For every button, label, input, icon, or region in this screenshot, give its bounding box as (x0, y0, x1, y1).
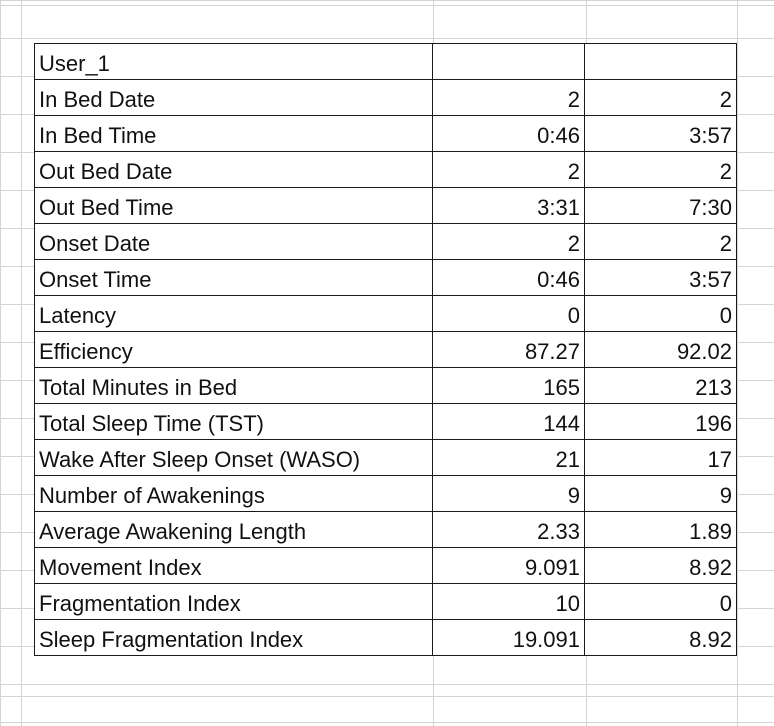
table-cell[interactable] (585, 44, 737, 80)
table-cell[interactable]: 10 (433, 584, 585, 620)
table-cell[interactable]: 7:30 (585, 188, 737, 224)
table-header-row (35, 44, 737, 80)
table-cell[interactable]: 2 (585, 80, 737, 116)
table-cell[interactable]: Total Minutes in Bed (35, 368, 433, 404)
table-cell[interactable]: 9.091 (433, 548, 585, 584)
table-row (35, 80, 737, 116)
table-row (35, 260, 737, 296)
table-cell[interactable]: Wake After Sleep Onset (WASO) (35, 440, 433, 476)
table-cell[interactable]: 0:46 (433, 116, 585, 152)
table-row (35, 476, 737, 512)
table-row (35, 224, 737, 260)
grid-row-line (0, 5, 774, 6)
table-cell[interactable]: 1.89 (585, 512, 737, 548)
table-cell[interactable]: 21 (433, 440, 585, 476)
table-cell[interactable]: Movement Index (35, 548, 433, 584)
table-row (35, 332, 737, 368)
table-cell[interactable]: 3:31 (433, 188, 585, 224)
table-cell[interactable]: Out Bed Date (35, 152, 433, 188)
table-cell[interactable]: 144 (433, 404, 585, 440)
table-cell[interactable]: 213 (585, 368, 737, 404)
table-cell[interactable]: User_1 (35, 44, 433, 80)
table-row (35, 440, 737, 476)
table-cell[interactable]: Onset Date (35, 224, 433, 260)
table-cell[interactable]: 8.92 (585, 620, 737, 656)
table-cell[interactable]: Fragmentation Index (35, 584, 433, 620)
table-cell[interactable]: Latency (35, 296, 433, 332)
table-cell[interactable]: 87.27 (433, 332, 585, 368)
table-cell[interactable]: Average Awakening Length (35, 512, 433, 548)
table-cell[interactable]: 0 (433, 296, 585, 332)
table-cell[interactable] (433, 44, 585, 80)
table-cell[interactable]: 0 (585, 296, 737, 332)
table-cell[interactable]: 165 (433, 368, 585, 404)
table-cell[interactable]: Sleep Fragmentation Index (35, 620, 433, 656)
table-row (35, 296, 737, 332)
table-cell[interactable]: Onset Time (35, 260, 433, 296)
table-row (35, 584, 737, 620)
grid-row-line (0, 696, 774, 697)
table-cell[interactable]: 3:57 (585, 116, 737, 152)
table-cell[interactable]: 9 (585, 476, 737, 512)
table-cell[interactable]: 0 (585, 584, 737, 620)
table-cell[interactable]: 2.33 (433, 512, 585, 548)
table-cell[interactable]: 2 (585, 152, 737, 188)
table-row (35, 620, 737, 656)
table-row (35, 152, 737, 188)
table-cell[interactable]: 2 (433, 80, 585, 116)
table-cell[interactable]: 8.92 (585, 548, 737, 584)
table-cell[interactable]: 17 (585, 440, 737, 476)
table-cell[interactable]: 3:57 (585, 260, 737, 296)
table-cell[interactable]: 196 (585, 404, 737, 440)
table-cell[interactable]: 2 (585, 224, 737, 260)
table-row (35, 512, 737, 548)
grid-column-line (737, 0, 738, 726)
grid-column-line (21, 0, 22, 726)
table-cell[interactable]: In Bed Date (35, 80, 433, 116)
table-row (35, 188, 737, 224)
sleep-data-table (34, 43, 737, 656)
table-cell[interactable]: In Bed Time (35, 116, 433, 152)
table-row (35, 116, 737, 152)
table-cell[interactable]: Number of Awakenings (35, 476, 433, 512)
table-cell[interactable]: Total Sleep Time (TST) (35, 404, 433, 440)
table-cell[interactable]: 92.02 (585, 332, 737, 368)
table-row (35, 548, 737, 584)
table-cell[interactable]: 0:46 (433, 260, 585, 296)
table-cell[interactable]: 19.091 (433, 620, 585, 656)
table-cell[interactable]: 9 (433, 476, 585, 512)
table-cell[interactable]: 2 (433, 152, 585, 188)
table-row (35, 404, 737, 440)
table-row (35, 368, 737, 404)
table-cell[interactable]: 2 (433, 224, 585, 260)
table-cell[interactable]: Out Bed Time (35, 188, 433, 224)
table-cell[interactable]: Efficiency (35, 332, 433, 368)
